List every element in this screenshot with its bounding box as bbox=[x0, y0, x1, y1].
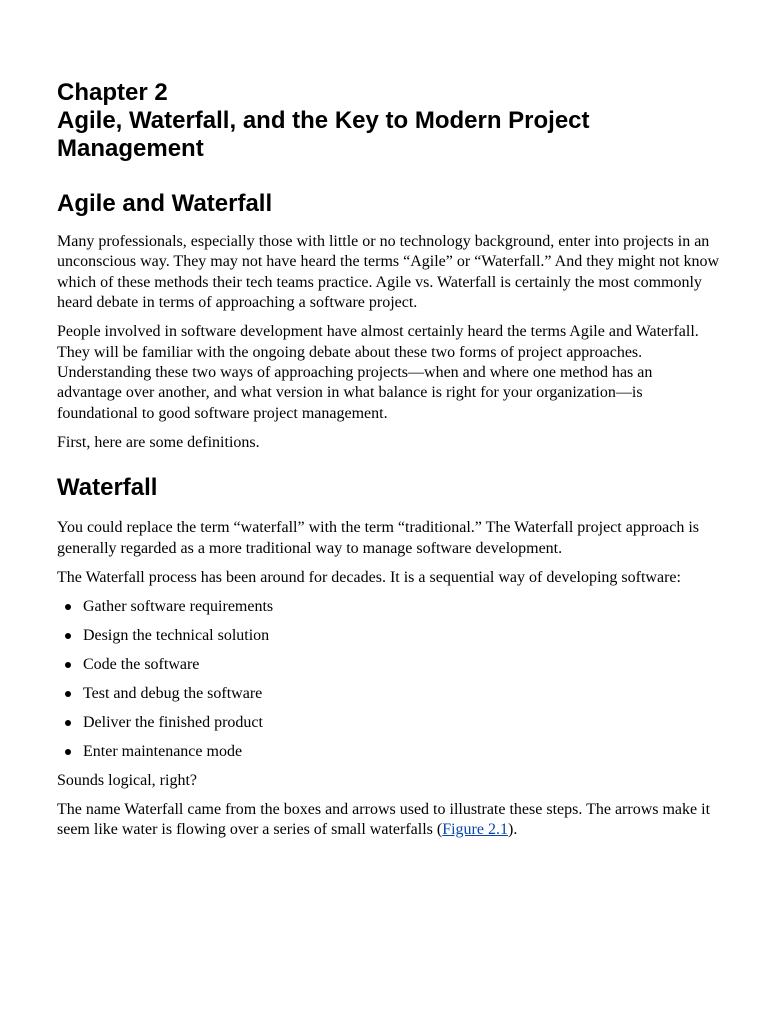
list-item-text: Design the technical solution bbox=[83, 626, 270, 644]
list-item-text: Enter maintenance mode bbox=[83, 742, 243, 760]
list-item-text: Gather software requirements bbox=[83, 597, 274, 615]
paragraph-intro-3: First, here are some definitions. bbox=[57, 433, 260, 451]
section-heading-agile-and-waterfall: Agile and Waterfall bbox=[57, 190, 273, 217]
waterfall-steps-list bbox=[57, 597, 721, 762]
list-item-text: Deliver the finished product bbox=[83, 713, 263, 731]
bullet-icon bbox=[65, 720, 71, 726]
list-item bbox=[57, 742, 721, 762]
paragraph-waterfall-4 bbox=[57, 800, 721, 841]
chapter-heading bbox=[57, 79, 721, 163]
section-heading-waterfall: Waterfall bbox=[57, 474, 158, 502]
figure-2-1-link[interactable]: Figure 2.1 bbox=[442, 821, 508, 839]
paragraph-intro-1: Many professionals, especially those with little or no technology background, enter into projects in an unconscious way. They may not have heard the terms “Agile” or “Waterfall.” And they might not know which of these methods their tech teams practice. Agile vs. Waterfall is certainly the most commonly heard debate in terms of approaching a software project. bbox=[57, 233, 720, 312]
list-item bbox=[57, 684, 721, 704]
paragraph-waterfall-2: The Waterfall process has been around for decades. It is a sequential way of developing software: bbox=[57, 568, 681, 586]
bullet-icon bbox=[65, 633, 71, 639]
document-page bbox=[57, 79, 721, 849]
list-item bbox=[57, 626, 721, 646]
chapter-title-line-2: Management bbox=[57, 135, 204, 162]
paragraph-text-before-link: The name Waterfall came from the boxes and arrows used to illustrate these steps. The arrows make it seem like water is flowing over a series of small waterfalls ( bbox=[57, 800, 711, 839]
paragraph-waterfall-1: You could replace the term “waterfall” with the term “traditional.” The Waterfall project approach is generally regarded as a more traditional way to manage software development. bbox=[57, 519, 700, 557]
list-item bbox=[57, 713, 721, 733]
list-item-text: Code the software bbox=[83, 655, 200, 673]
paragraph-intro-2: People involved in software development have almost certainly heard the terms Agile and Waterfall. They will be familiar with the ongoing debate about these two forms of project approaches. Understanding these two ways of approaching projects—when and where one method has an advantage over another, and what version in what balance is right for your organization—is foundational to good software project management. bbox=[57, 323, 699, 422]
list-item bbox=[57, 597, 721, 617]
paragraph-text-after-link: ). bbox=[507, 821, 518, 839]
bullet-icon bbox=[65, 749, 71, 755]
chapter-number: Chapter 2 bbox=[57, 79, 168, 106]
bullet-icon bbox=[65, 604, 71, 610]
bullet-icon bbox=[65, 691, 71, 697]
bullet-icon bbox=[65, 662, 71, 668]
paragraph-waterfall-3: Sounds logical, right? bbox=[57, 771, 197, 789]
list-item bbox=[57, 655, 721, 675]
chapter-title-line-1: Agile, Waterfall, and the Key to Modern Project bbox=[57, 107, 590, 134]
list-item-text: Test and debug the software bbox=[83, 684, 263, 702]
